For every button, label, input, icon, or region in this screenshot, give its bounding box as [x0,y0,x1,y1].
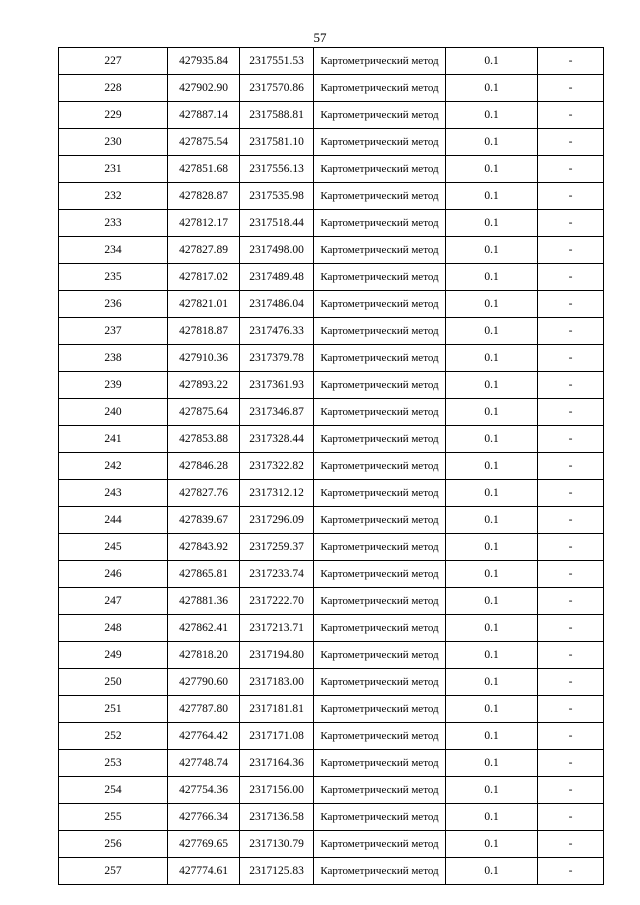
description-cell: - [538,453,604,480]
method-cell: Картометрический метод [314,561,446,588]
y-coordinate-cell: 2317181.81 [240,696,314,723]
x-coordinate-cell: 427827.89 [168,237,240,264]
table-row [59,858,604,885]
y-coordinate-cell: 2317588.81 [240,102,314,129]
x-coordinate-cell: 427846.28 [168,453,240,480]
page-number: 57 [313,30,327,45]
table-row [59,561,604,588]
x-coordinate-cell: 427935.84 [168,48,240,75]
point-number-cell: 240 [59,399,168,426]
y-coordinate-cell: 2317361.93 [240,372,314,399]
description-cell: - [538,264,604,291]
accuracy-cell: 0.1 [446,507,538,534]
y-coordinate-cell: 2317183.00 [240,669,314,696]
x-coordinate-cell: 427821.01 [168,291,240,318]
point-number-cell: 230 [59,129,168,156]
x-coordinate-cell: 427818.20 [168,642,240,669]
coordinates-table-body [59,48,604,885]
y-coordinate-cell: 2317346.87 [240,399,314,426]
method-cell: Картометрический метод [314,534,446,561]
accuracy-cell: 0.1 [446,48,538,75]
point-number-cell: 229 [59,102,168,129]
accuracy-cell: 0.1 [446,669,538,696]
table-row [59,156,604,183]
method-cell: Картометрический метод [314,750,446,777]
method-cell: Картометрический метод [314,48,446,75]
point-number-cell: 244 [59,507,168,534]
point-number-cell: 241 [59,426,168,453]
accuracy-cell: 0.1 [446,237,538,264]
description-cell: - [538,507,604,534]
accuracy-cell: 0.1 [446,615,538,642]
y-coordinate-cell: 2317233.74 [240,561,314,588]
accuracy-cell: 0.1 [446,318,538,345]
description-cell: - [538,102,604,129]
description-cell: - [538,210,604,237]
description-cell: - [538,858,604,885]
accuracy-cell: 0.1 [446,291,538,318]
accuracy-cell: 0.1 [446,831,538,858]
y-coordinate-cell: 2317570.86 [240,75,314,102]
x-coordinate-cell: 427766.34 [168,804,240,831]
accuracy-cell: 0.1 [446,102,538,129]
table-row [59,831,604,858]
x-coordinate-cell: 427817.02 [168,264,240,291]
accuracy-cell: 0.1 [446,858,538,885]
method-cell: Картометрический метод [314,588,446,615]
y-coordinate-cell: 2317125.83 [240,858,314,885]
point-number-cell: 251 [59,696,168,723]
x-coordinate-cell: 427887.14 [168,102,240,129]
point-number-cell: 234 [59,237,168,264]
y-coordinate-cell: 2317222.70 [240,588,314,615]
method-cell: Картометрический метод [314,426,446,453]
x-coordinate-cell: 427839.67 [168,507,240,534]
y-coordinate-cell: 2317328.44 [240,426,314,453]
point-number-cell: 232 [59,183,168,210]
y-coordinate-cell: 2317379.78 [240,345,314,372]
description-cell: - [538,75,604,102]
point-number-cell: 252 [59,723,168,750]
description-cell: - [538,399,604,426]
table-row [59,642,604,669]
table-row [59,129,604,156]
point-number-cell: 257 [59,858,168,885]
y-coordinate-cell: 2317486.04 [240,291,314,318]
accuracy-cell: 0.1 [446,156,538,183]
point-number-cell: 250 [59,669,168,696]
method-cell: Картометрический метод [314,264,446,291]
table-row [59,615,604,642]
table-row [59,183,604,210]
table-row [59,804,604,831]
point-number-cell: 237 [59,318,168,345]
description-cell: - [538,615,604,642]
accuracy-cell: 0.1 [446,345,538,372]
accuracy-cell: 0.1 [446,264,538,291]
point-number-cell: 228 [59,75,168,102]
y-coordinate-cell: 2317551.53 [240,48,314,75]
point-number-cell: 256 [59,831,168,858]
point-number-cell: 249 [59,642,168,669]
table-row [59,777,604,804]
table-row [59,48,604,75]
y-coordinate-cell: 2317556.13 [240,156,314,183]
x-coordinate-cell: 427862.41 [168,615,240,642]
y-coordinate-cell: 2317136.58 [240,804,314,831]
accuracy-cell: 0.1 [446,696,538,723]
table-row [59,588,604,615]
y-coordinate-cell: 2317259.37 [240,534,314,561]
method-cell: Картометрический метод [314,210,446,237]
x-coordinate-cell: 427818.87 [168,318,240,345]
method-cell: Картометрический метод [314,804,446,831]
method-cell: Картометрический метод [314,831,446,858]
point-number-cell: 231 [59,156,168,183]
description-cell: - [538,561,604,588]
description-cell: - [538,696,604,723]
description-cell: - [538,831,604,858]
table-row [59,237,604,264]
point-number-cell: 247 [59,588,168,615]
point-number-cell: 253 [59,750,168,777]
table-row [59,210,604,237]
table-row [59,453,604,480]
x-coordinate-cell: 427910.36 [168,345,240,372]
point-number-cell: 255 [59,804,168,831]
accuracy-cell: 0.1 [446,480,538,507]
accuracy-cell: 0.1 [446,588,538,615]
x-coordinate-cell: 427774.61 [168,858,240,885]
x-coordinate-cell: 427748.74 [168,750,240,777]
y-coordinate-cell: 2317164.36 [240,750,314,777]
x-coordinate-cell: 427902.90 [168,75,240,102]
y-coordinate-cell: 2317194.80 [240,642,314,669]
method-cell: Картометрический метод [314,399,446,426]
method-cell: Картометрический метод [314,669,446,696]
accuracy-cell: 0.1 [446,642,538,669]
x-coordinate-cell: 427827.76 [168,480,240,507]
description-cell: - [538,669,604,696]
x-coordinate-cell: 427875.64 [168,399,240,426]
point-number-cell: 242 [59,453,168,480]
accuracy-cell: 0.1 [446,129,538,156]
table-row [59,723,604,750]
accuracy-cell: 0.1 [446,534,538,561]
x-coordinate-cell: 427893.22 [168,372,240,399]
x-coordinate-cell: 427853.88 [168,426,240,453]
x-coordinate-cell: 427754.36 [168,777,240,804]
method-cell: Картометрический метод [314,156,446,183]
y-coordinate-cell: 2317498.00 [240,237,314,264]
point-number-cell: 238 [59,345,168,372]
table-row [59,426,604,453]
description-cell: - [538,237,604,264]
description-cell: - [538,345,604,372]
y-coordinate-cell: 2317130.79 [240,831,314,858]
table-row [59,102,604,129]
description-cell: - [538,426,604,453]
x-coordinate-cell: 427881.36 [168,588,240,615]
y-coordinate-cell: 2317476.33 [240,318,314,345]
accuracy-cell: 0.1 [446,750,538,777]
accuracy-cell: 0.1 [446,372,538,399]
x-coordinate-cell: 427787.80 [168,696,240,723]
method-cell: Картометрический метод [314,858,446,885]
method-cell: Картометрический метод [314,75,446,102]
table-row [59,669,604,696]
y-coordinate-cell: 2317171.08 [240,723,314,750]
description-cell: - [538,804,604,831]
accuracy-cell: 0.1 [446,399,538,426]
accuracy-cell: 0.1 [446,777,538,804]
point-number-cell: 239 [59,372,168,399]
description-cell: - [538,183,604,210]
table-row [59,696,604,723]
description-cell: - [538,291,604,318]
table-row [59,399,604,426]
description-cell: - [538,156,604,183]
description-cell: - [538,588,604,615]
point-number-cell: 254 [59,777,168,804]
point-number-cell: 248 [59,615,168,642]
y-coordinate-cell: 2317156.00 [240,777,314,804]
point-number-cell: 227 [59,48,168,75]
accuracy-cell: 0.1 [446,426,538,453]
x-coordinate-cell: 427851.68 [168,156,240,183]
y-coordinate-cell: 2317489.48 [240,264,314,291]
accuracy-cell: 0.1 [446,804,538,831]
method-cell: Картометрический метод [314,129,446,156]
description-cell: - [538,723,604,750]
description-cell: - [538,534,604,561]
description-cell: - [538,372,604,399]
table-row [59,480,604,507]
description-cell: - [538,642,604,669]
x-coordinate-cell: 427843.92 [168,534,240,561]
x-coordinate-cell: 427875.54 [168,129,240,156]
description-cell: - [538,480,604,507]
point-number-cell: 236 [59,291,168,318]
point-number-cell: 245 [59,534,168,561]
accuracy-cell: 0.1 [446,723,538,750]
description-cell: - [538,129,604,156]
method-cell: Картометрический метод [314,345,446,372]
point-number-cell: 233 [59,210,168,237]
point-number-cell: 243 [59,480,168,507]
y-coordinate-cell: 2317518.44 [240,210,314,237]
method-cell: Картометрический метод [314,102,446,129]
method-cell: Картометрический метод [314,291,446,318]
method-cell: Картометрический метод [314,480,446,507]
description-cell: - [538,318,604,345]
x-coordinate-cell: 427790.60 [168,669,240,696]
x-coordinate-cell: 427828.87 [168,183,240,210]
x-coordinate-cell: 427865.81 [168,561,240,588]
y-coordinate-cell: 2317296.09 [240,507,314,534]
method-cell: Картометрический метод [314,696,446,723]
y-coordinate-cell: 2317322.82 [240,453,314,480]
point-number-cell: 235 [59,264,168,291]
description-cell: - [538,750,604,777]
method-cell: Картометрический метод [314,507,446,534]
y-coordinate-cell: 2317213.71 [240,615,314,642]
method-cell: Картометрический метод [314,453,446,480]
method-cell: Картометрический метод [314,723,446,750]
method-cell: Картометрический метод [314,777,446,804]
accuracy-cell: 0.1 [446,210,538,237]
method-cell: Картометрический метод [314,642,446,669]
x-coordinate-cell: 427769.65 [168,831,240,858]
method-cell: Картометрический метод [314,615,446,642]
table-row [59,291,604,318]
table-row [59,507,604,534]
coordinates-table [58,47,604,885]
accuracy-cell: 0.1 [446,561,538,588]
table-row [59,318,604,345]
method-cell: Картометрический метод [314,183,446,210]
accuracy-cell: 0.1 [446,453,538,480]
table-row [59,345,604,372]
method-cell: Картометрический метод [314,372,446,399]
y-coordinate-cell: 2317535.98 [240,183,314,210]
x-coordinate-cell: 427764.42 [168,723,240,750]
point-number-cell: 246 [59,561,168,588]
y-coordinate-cell: 2317581.10 [240,129,314,156]
table-row [59,750,604,777]
description-cell: - [538,48,604,75]
y-coordinate-cell: 2317312.12 [240,480,314,507]
table-row [59,534,604,561]
accuracy-cell: 0.1 [446,183,538,210]
table-row [59,264,604,291]
accuracy-cell: 0.1 [446,75,538,102]
description-cell: - [538,777,604,804]
x-coordinate-cell: 427812.17 [168,210,240,237]
table-row [59,372,604,399]
method-cell: Картометрический метод [314,318,446,345]
method-cell: Картометрический метод [314,237,446,264]
table-row [59,75,604,102]
